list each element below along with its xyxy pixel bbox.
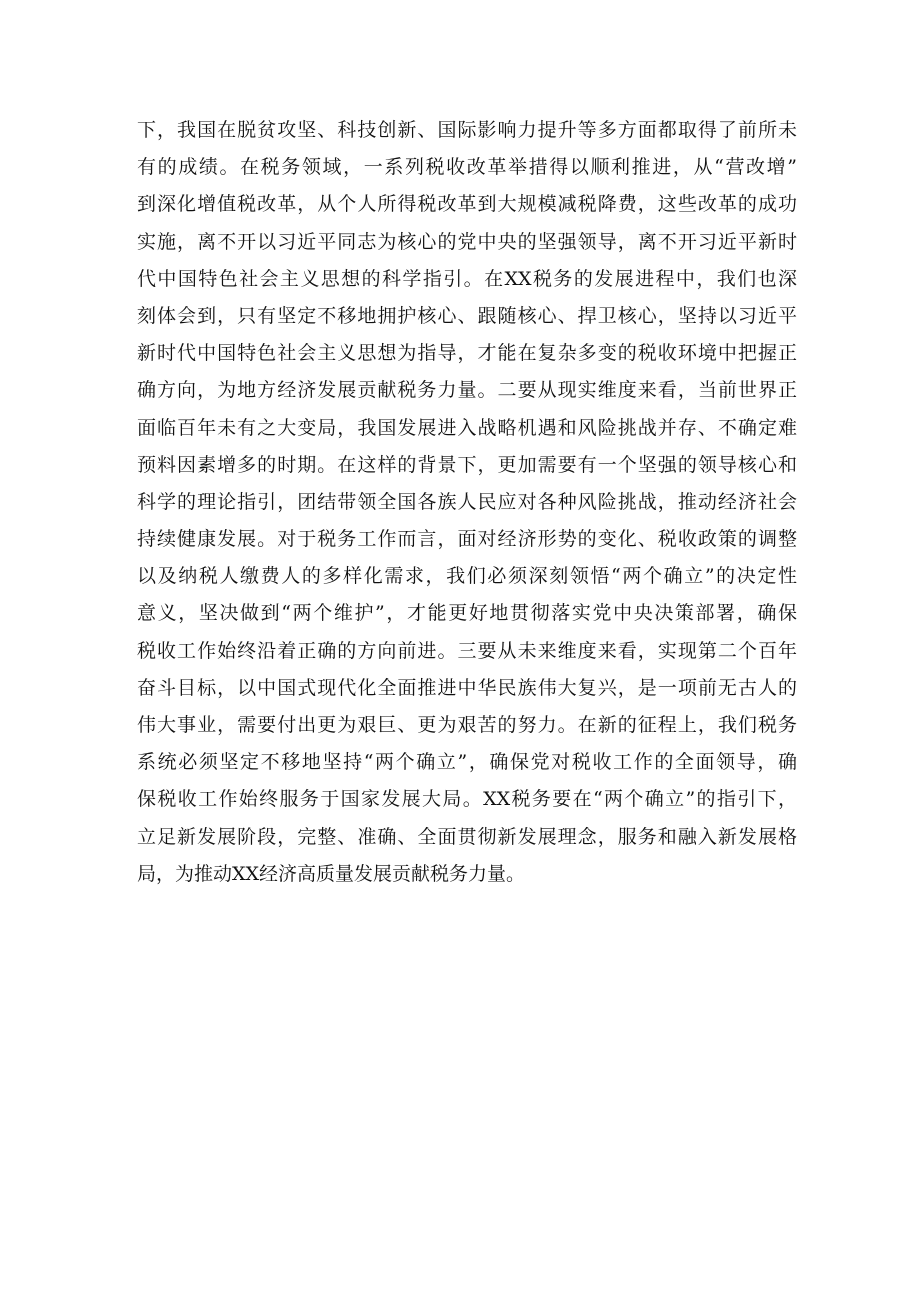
body-text <box>137 112 797 893</box>
text-line-21: 局，为推动XX经济高质量发展贡献税务力量。 <box>137 862 526 885</box>
text-line-12: 持续健康发展。对于税务工作而言，面对经济形势的变化、税收政策的调整 <box>137 528 797 551</box>
text-line-15: 税收工作始终沿着正确的方向前进。三要从未来维度来看，实现第二个百年 <box>137 639 797 662</box>
text-line-6: 刻体会到，只有坚定不移地拥护核心、跟随核心、捍卫核心，坚持以习近平 <box>137 304 797 327</box>
text-line-20: 立足新发展阶段，完整、准确、全面贯彻新发展理念，服务和融入新发展格 <box>137 825 797 848</box>
text-line-13: 以及纳税人缴费人的多样化需求，我们必须深刻领悟“两个确立”的决定性 <box>137 565 797 588</box>
text-line-9: 面临百年未有之大变局，我国发展进入战略机遇和风险挑战并存、不确定难 <box>137 416 797 439</box>
text-line-19: 保税收工作始终服务于国家发展大局。XX税务要在“两个确立”的指引下， <box>137 788 797 811</box>
text-line-8: 确方向，为地方经济发展贡献税务力量。二要从现实维度来看，当前世界正 <box>137 379 797 402</box>
text-line-5: 代中国特色社会主义思想的科学指引。在XX税务的发展进程中，我们也深 <box>137 267 797 290</box>
text-line-1: 下，我国在脱贫攻坚、科技创新、国际影响力提升等多方面都取得了前所未 <box>137 119 797 141</box>
text-line-17: 伟大事业，需要付出更为艰巨、更为艰苦的努力。在新的征程上，我们税务 <box>137 714 797 736</box>
text-line-2: 有的成绩。在税务领域，一系列税收改革举措得以顺利推进，从“营改增” <box>137 156 797 179</box>
text-line-7: 新时代中国特色社会主义思想为指导，才能在复杂多变的税收环境中把握正 <box>137 342 797 365</box>
text-line-4: 实施，离不开以习近平同志为核心的党中央的坚强领导，离不开习近平新时 <box>137 230 797 253</box>
text-line-18: 系统必须坚定不移地坚持“两个确立”，确保党对税收工作的全面领导，确 <box>137 751 797 774</box>
text-line-16: 奋斗目标，以中国式现代化全面推进中华民族伟大复兴，是一项前无古人的 <box>137 676 797 699</box>
text-line-10: 预料因素增多的时期。在这样的背景下，更加需要有一个坚强的领导核心和 <box>137 453 797 476</box>
text-line-14: 意义，坚决做到“两个维护”，才能更好地贯彻落实党中央决策部署，确保 <box>137 602 797 625</box>
text-line-11: 科学的理论指引，团结带领全国各族人民应对各种风险挑战，推动经济社会 <box>137 490 797 513</box>
text-line-3: 到深化增值税改革，从个人所得税改革到大规模减税降费，这些改革的成功 <box>137 193 797 216</box>
